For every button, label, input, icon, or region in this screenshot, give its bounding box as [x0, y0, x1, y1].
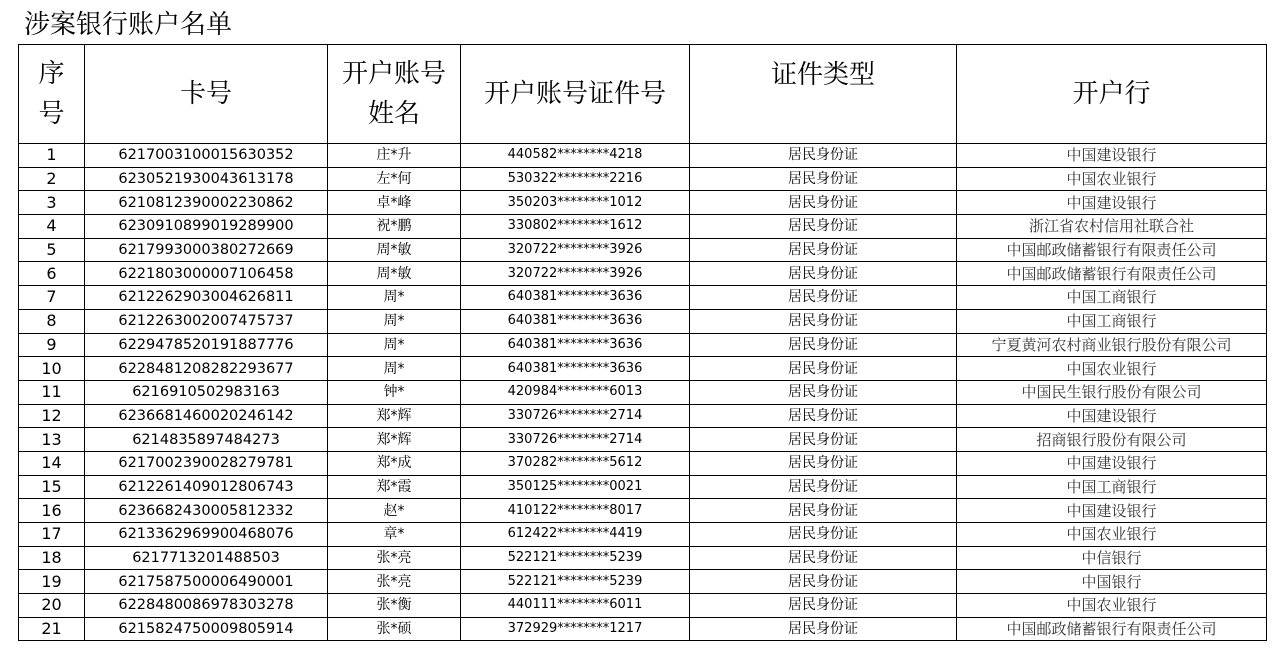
cell-id-type: 居民身份证 — [690, 570, 957, 594]
table-row — [19, 451, 1267, 475]
cell-card-number: 6214835897484273 — [85, 428, 328, 452]
table-row — [19, 357, 1267, 381]
cell-card-number: 6230521930043613178 — [85, 167, 328, 191]
cell-seq: 14 — [19, 451, 85, 475]
cell-holder-name: 赵* — [328, 499, 461, 523]
cell-bank: 中国工商银行 — [957, 309, 1267, 333]
cell-id-type: 居民身份证 — [690, 404, 957, 428]
table-row — [19, 191, 1267, 215]
cell-id-number: 350125********0021 — [461, 475, 690, 499]
cell-id-number: 370282********5612 — [461, 451, 690, 475]
cell-holder-name: 周*敏 — [328, 238, 461, 262]
cell-id-type: 居民身份证 — [690, 215, 957, 239]
cell-seq: 17 — [19, 523, 85, 547]
cell-seq: 15 — [19, 475, 85, 499]
cell-holder-name: 左*何 — [328, 167, 461, 191]
table-row — [19, 594, 1267, 618]
cell-holder-name: 祝*鹏 — [328, 215, 461, 239]
cell-bank: 中国工商银行 — [957, 475, 1267, 499]
cell-card-number: 6217002390028279781 — [85, 451, 328, 475]
cell-bank: 中国建设银行 — [957, 451, 1267, 475]
header-card: 卡号 — [85, 45, 328, 144]
table-row — [19, 262, 1267, 286]
cell-card-number: 6217587500006490001 — [85, 570, 328, 594]
cell-id-number: 640381********3636 — [461, 333, 690, 357]
cell-holder-name: 郑*成 — [328, 451, 461, 475]
cell-bank: 招商银行股份有限公司 — [957, 428, 1267, 452]
cell-holder-name: 庄*升 — [328, 144, 461, 168]
cell-bank: 中信银行 — [957, 546, 1267, 570]
table-row — [19, 523, 1267, 547]
cell-id-number: 640381********3636 — [461, 357, 690, 381]
cell-id-number: 640381********3636 — [461, 286, 690, 310]
cell-seq: 4 — [19, 215, 85, 239]
table-row — [19, 238, 1267, 262]
header-name: 开户账号姓名 — [328, 45, 461, 144]
cell-holder-name: 周* — [328, 357, 461, 381]
cell-holder-name: 周*敏 — [328, 262, 461, 286]
cell-card-number: 6228481208282293677 — [85, 357, 328, 381]
cell-id-number: 320722********3926 — [461, 238, 690, 262]
cell-id-number: 320722********3926 — [461, 262, 690, 286]
cell-bank: 中国建设银行 — [957, 499, 1267, 523]
cell-id-number: 372929********1217 — [461, 617, 690, 641]
cell-card-number: 6236682430005812332 — [85, 499, 328, 523]
cell-id-type: 居民身份证 — [690, 191, 957, 215]
cell-seq: 19 — [19, 570, 85, 594]
cell-bank: 中国邮政储蓄银行有限责任公司 — [957, 617, 1267, 641]
cell-card-number: 6217993000380272669 — [85, 238, 328, 262]
cell-id-number: 330726********2714 — [461, 404, 690, 428]
cell-id-type: 居民身份证 — [690, 428, 957, 452]
table-row — [19, 428, 1267, 452]
table-row — [19, 570, 1267, 594]
cell-id-number: 330802********1612 — [461, 215, 690, 239]
cell-bank: 中国农业银行 — [957, 167, 1267, 191]
cell-seq: 10 — [19, 357, 85, 381]
cell-holder-name: 周* — [328, 286, 461, 310]
table-row — [19, 380, 1267, 404]
cell-seq: 9 — [19, 333, 85, 357]
cell-id-type: 居民身份证 — [690, 451, 957, 475]
cell-id-type: 居民身份证 — [690, 380, 957, 404]
cell-seq: 18 — [19, 546, 85, 570]
cell-id-number: 440111********6011 — [461, 594, 690, 618]
cell-id-number: 522121********5239 — [461, 546, 690, 570]
header-idno: 开户账号证件号 — [461, 45, 690, 144]
cell-id-number: 350203********1012 — [461, 191, 690, 215]
cell-seq: 20 — [19, 594, 85, 618]
cell-bank: 中国农业银行 — [957, 523, 1267, 547]
cell-holder-name: 张*亮 — [328, 546, 461, 570]
cell-id-type: 居民身份证 — [690, 357, 957, 381]
table-row — [19, 333, 1267, 357]
cell-id-type: 居民身份证 — [690, 167, 957, 191]
table-row — [19, 144, 1267, 168]
cell-card-number: 6213362969900468076 — [85, 523, 328, 547]
cell-card-number: 6212262903004626811 — [85, 286, 328, 310]
cell-id-type: 居民身份证 — [690, 475, 957, 499]
table-row — [19, 617, 1267, 641]
cell-holder-name: 郑*辉 — [328, 404, 461, 428]
cell-seq: 21 — [19, 617, 85, 641]
cell-id-type: 居民身份证 — [690, 262, 957, 286]
table-row — [19, 167, 1267, 191]
cell-card-number: 6212261409012806743 — [85, 475, 328, 499]
cell-card-number: 6236681460020246142 — [85, 404, 328, 428]
cell-id-number: 420984********6013 — [461, 380, 690, 404]
header-row — [19, 45, 1267, 144]
cell-seq: 13 — [19, 428, 85, 452]
table-row — [19, 404, 1267, 428]
cell-id-number: 410122********8017 — [461, 499, 690, 523]
cell-id-number: 640381********3636 — [461, 309, 690, 333]
cell-bank: 中国建设银行 — [957, 191, 1267, 215]
cell-id-type: 居民身份证 — [690, 594, 957, 618]
table-row — [19, 499, 1267, 523]
cell-holder-name: 周* — [328, 333, 461, 357]
cell-id-type: 居民身份证 — [690, 286, 957, 310]
cell-card-number: 6229478520191887776 — [85, 333, 328, 357]
cell-bank: 中国农业银行 — [957, 357, 1267, 381]
cell-bank: 中国银行 — [957, 570, 1267, 594]
cell-card-number: 6228480086978303278 — [85, 594, 328, 618]
cell-bank: 宁夏黄河农村商业银行股份有限公司 — [957, 333, 1267, 357]
cell-id-number: 440582********4218 — [461, 144, 690, 168]
cell-card-number: 6215824750009805914 — [85, 617, 328, 641]
cell-card-number: 6212263002007475737 — [85, 309, 328, 333]
cell-bank: 中国农业银行 — [957, 594, 1267, 618]
cell-bank: 中国建设银行 — [957, 144, 1267, 168]
cell-bank: 中国邮政储蓄银行有限责任公司 — [957, 238, 1267, 262]
cell-holder-name: 郑*辉 — [328, 428, 461, 452]
table-row — [19, 215, 1267, 239]
cell-card-number: 6217713201488503 — [85, 546, 328, 570]
cell-card-number: 6210812390002230862 — [85, 191, 328, 215]
cell-holder-name: 章* — [328, 523, 461, 547]
cell-card-number: 6217003100015630352 — [85, 144, 328, 168]
cell-seq: 8 — [19, 309, 85, 333]
cell-bank: 中国民生银行股份有限公司 — [957, 380, 1267, 404]
cell-holder-name: 张*亮 — [328, 570, 461, 594]
cell-id-number: 522121********5239 — [461, 570, 690, 594]
cell-seq: 16 — [19, 499, 85, 523]
cell-seq: 2 — [19, 167, 85, 191]
document-title: 涉案银行账户名单 — [24, 10, 233, 40]
cell-id-number: 530322********2216 — [461, 167, 690, 191]
cell-bank: 中国邮政储蓄银行有限责任公司 — [957, 262, 1267, 286]
cell-id-type: 居民身份证 — [690, 144, 957, 168]
cell-card-number: 6230910899019289900 — [85, 215, 328, 239]
table-row — [19, 309, 1267, 333]
cell-id-type: 居民身份证 — [690, 333, 957, 357]
cell-holder-name: 卓*峰 — [328, 191, 461, 215]
accounts-table — [18, 44, 1267, 641]
cell-seq: 12 — [19, 404, 85, 428]
cell-id-type: 居民身份证 — [690, 617, 957, 641]
cell-card-number: 6216910502983163 — [85, 380, 328, 404]
cell-id-number: 612422********4419 — [461, 523, 690, 547]
cell-id-type: 居民身份证 — [690, 523, 957, 547]
cell-holder-name: 张*衡 — [328, 594, 461, 618]
cell-seq: 7 — [19, 286, 85, 310]
table-row — [19, 286, 1267, 310]
cell-holder-name: 钟* — [328, 380, 461, 404]
cell-holder-name: 周* — [328, 309, 461, 333]
cell-id-type: 居民身份证 — [690, 546, 957, 570]
cell-bank: 中国建设银行 — [957, 404, 1267, 428]
cell-card-number: 6221803000007106458 — [85, 262, 328, 286]
cell-id-number: 330726********2714 — [461, 428, 690, 452]
cell-id-type: 居民身份证 — [690, 309, 957, 333]
header-idtype: 证件类型 — [690, 45, 957, 144]
header-seq: 序号 — [19, 45, 85, 144]
cell-seq: 6 — [19, 262, 85, 286]
cell-seq: 3 — [19, 191, 85, 215]
cell-bank: 中国工商银行 — [957, 286, 1267, 310]
cell-holder-name: 郑*霞 — [328, 475, 461, 499]
cell-holder-name: 张*硕 — [328, 617, 461, 641]
cell-seq: 1 — [19, 144, 85, 168]
cell-seq: 11 — [19, 380, 85, 404]
table-row — [19, 546, 1267, 570]
cell-id-type: 居民身份证 — [690, 499, 957, 523]
cell-seq: 5 — [19, 238, 85, 262]
header-bank: 开户行 — [957, 45, 1267, 144]
cell-id-type: 居民身份证 — [690, 238, 957, 262]
cell-bank: 浙江省农村信用社联合社 — [957, 215, 1267, 239]
table-row — [19, 475, 1267, 499]
